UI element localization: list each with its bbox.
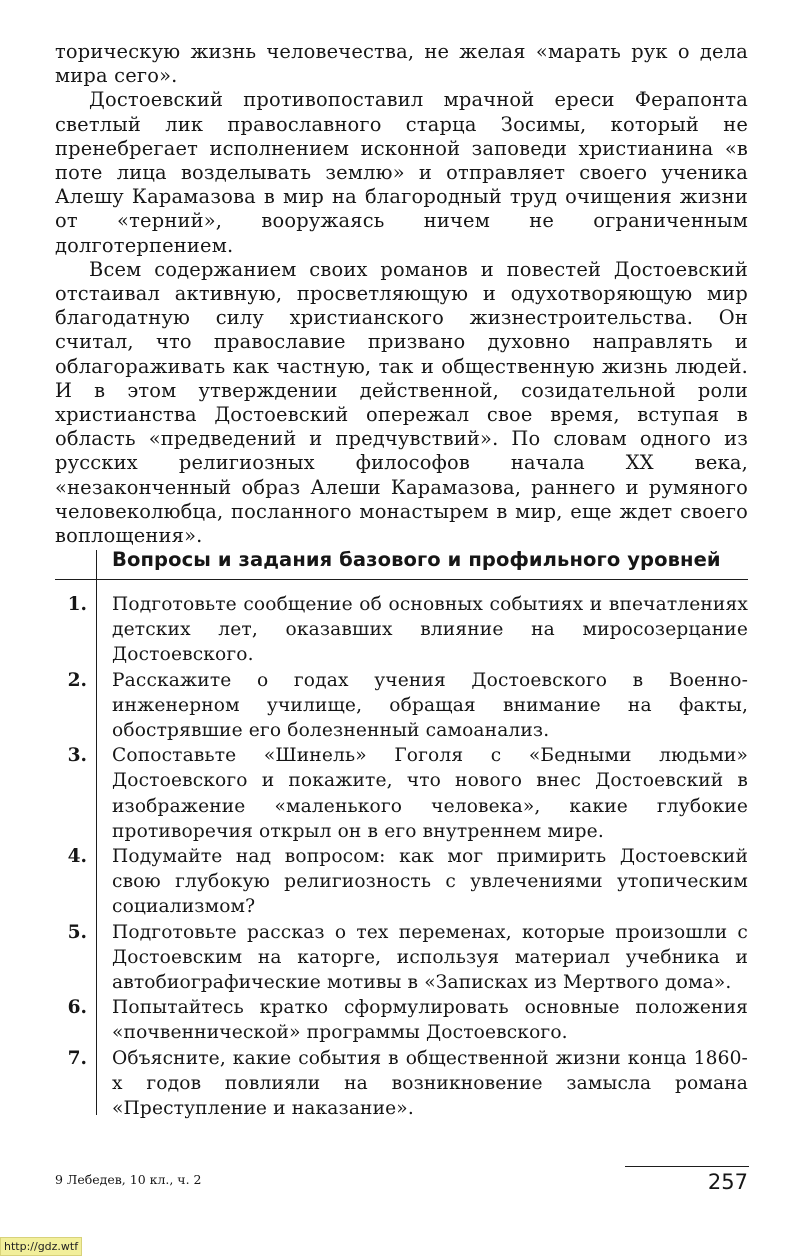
printer-signature: 9 Лебедев, 10 кл., ч. 2	[55, 1172, 202, 1187]
question-number: 7.	[67, 1047, 87, 1069]
watermark-link[interactable]: http://gdz.wtf	[0, 1237, 82, 1256]
body-text	[55, 40, 748, 548]
question-text: Подготовьте рассказ о тех переменах, которые произошли с Достоевским на каторге, используя материал учебника и автобиографические мотивы в «Записках из Мертвого дома».	[112, 921, 748, 994]
list-divider-line	[96, 580, 97, 1115]
paragraph: торическую жизнь человечества, не желая «марать рук о дела мира сего».	[55, 40, 748, 88]
header-divider-line	[96, 550, 97, 579]
question-text: Подготовьте сообщение об основных событиях и впечатлениях детских лет, оказавших влияние на миросозерцание Достоевского.	[112, 594, 748, 666]
question-number: 6.	[67, 997, 87, 1019]
question-text: Расскажите о годах учения Достоевского в Военно-инженерном училище, обращая внимание на факты, обострявшие его болезненный самоанализ.	[112, 669, 748, 742]
question-item	[55, 844, 748, 920]
question-number: 1.	[67, 594, 87, 615]
question-item	[55, 668, 748, 744]
questions-section	[55, 548, 748, 1121]
question-item	[55, 995, 748, 1045]
paragraph: Достоевский противопоставил мрачной ереси Ферапонта светлый лик православного старца Зосимы, который не пренебрегает исполнением исконной заповеди христианина «в поте лица возделывать землю» и отправляет своего ученика Алешу Карамазова в мир на благородный труд очищения жизни от «терний», вооружаясь ничем не ограниченным долготерпением.	[55, 88, 748, 257]
footer-rule	[625, 1166, 749, 1167]
questions-header	[55, 548, 748, 580]
questions-list	[55, 580, 748, 1121]
paragraph: Всем содержанием своих романов и повестей Достоевский отстаивал активную, просветляющую и одухотворяющую мир благодатную силу христианского жизнестроительства. Он считал, что православие призвано духовно направлять и облагораживать как частную, так и общественную жизнь людей. И в этом утверждении действенной, созидательной роли христианства Достоевский опережал свое время, вступая в область «предведений и предчувствий». По словам одного из русских религиозных философов начала XX века, «незаконченный образ Алеши Карамазова, раннего и румяного человеколюбца, посланного монастырем в мир, еще ждет своего воплощения».	[55, 257, 748, 548]
question-item	[55, 1046, 748, 1122]
question-number: 2.	[67, 669, 87, 691]
question-text: Объясните, какие события в общественной жизни конца 1860-х годов повлияли на возникновение замысла романа «Преступление и наказание».	[112, 1047, 748, 1120]
question-number: 5.	[67, 921, 87, 943]
question-text: Сопоставьте «Шинель» Гоголя с «Бедными людьми» Достоевского и покажите, что нового внес Достоевский в изображение «маленького человека», какие глубокие противоречия открыл он в его внутреннем мире.	[112, 745, 748, 842]
question-item	[55, 920, 748, 996]
question-number: 3.	[67, 745, 87, 767]
questions-title: Вопросы и задания базового и профильного уровней	[112, 548, 721, 571]
question-item	[55, 592, 748, 668]
page-number: 257	[707, 1170, 748, 1194]
question-text: Попытайтесь кратко сформулировать основные положения «почвеннической» программы Достоевского.	[112, 997, 748, 1044]
question-item	[55, 743, 748, 844]
question-number: 4.	[67, 846, 87, 868]
question-text: Подумайте над вопросом: как мог примирить Достоевский свою глубокую религиозность с увлечениями утопическим социализмом?	[112, 846, 748, 918]
